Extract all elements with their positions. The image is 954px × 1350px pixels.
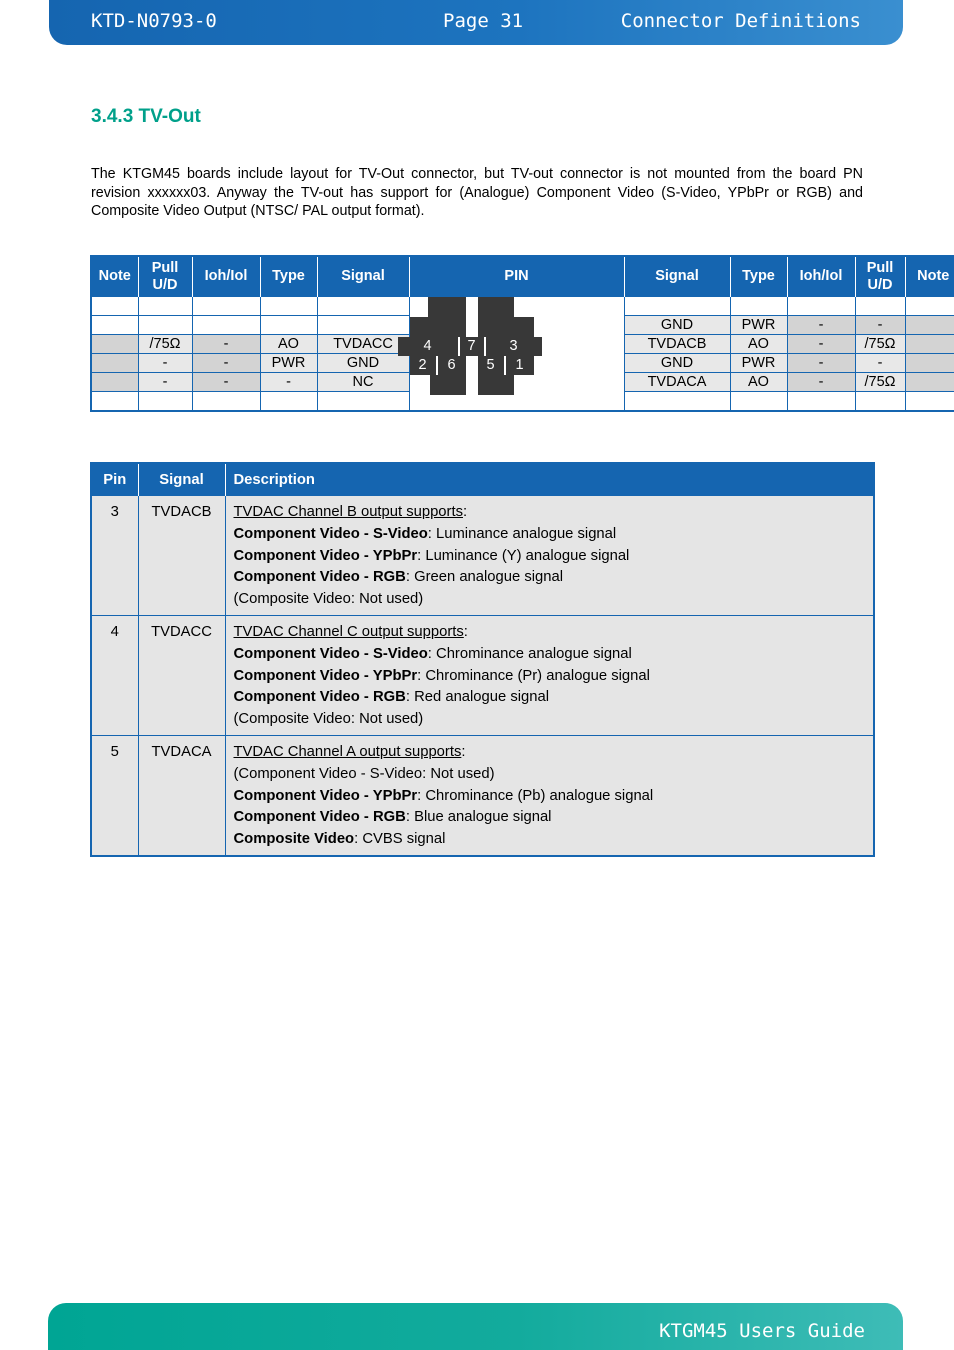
table-cell: PWR	[730, 354, 787, 373]
table-cell: -	[260, 373, 317, 392]
pin-6: 6	[438, 356, 466, 375]
desc-text: : Red analogue signal	[405, 689, 550, 706]
table-cell: -	[787, 316, 855, 335]
table-cell	[192, 392, 260, 412]
desc-text: (Component Video - S-Video: Not used)	[233, 765, 495, 782]
table-cell: GND	[624, 354, 730, 373]
guide-title: KTGM45 Users Guide	[659, 1320, 865, 1342]
pin-table-header	[91, 256, 954, 297]
page-number: Page 31	[443, 10, 524, 32]
desc-text: : Green analogue signal	[405, 569, 563, 586]
table-cell	[192, 297, 260, 316]
pin-cell: 5	[91, 735, 138, 855]
table-cell	[91, 335, 138, 354]
table-cell: -	[787, 335, 855, 354]
table-cell: -	[855, 354, 905, 373]
table-cell	[730, 392, 787, 412]
header-cell: Signal	[138, 463, 225, 496]
pin-3: 3	[486, 337, 542, 356]
pin-block	[478, 297, 514, 317]
table-cell: TVDACB	[624, 335, 730, 354]
table-cell: TVDACC	[317, 335, 409, 354]
table-row	[91, 735, 874, 855]
table-cell	[260, 316, 317, 335]
desc-title: TVDAC Channel C output supports	[233, 623, 464, 640]
table-cell	[91, 373, 138, 392]
table-cell	[787, 392, 855, 412]
description-cell: TVDAC Channel C output supports: Component Video - S-Video: Chrominance analogue signal Component Video - YPbPr: Chrominance (Pr) analogue signal Component Video - RGB: Red analogue signal (Composite Video: Not used)	[225, 615, 874, 735]
table-cell: PWR	[730, 316, 787, 335]
pin-block	[410, 317, 466, 337]
table-cell: PWR	[260, 354, 317, 373]
table-cell	[624, 297, 730, 316]
desc-title: TVDAC Channel A output supports	[233, 743, 462, 760]
table-cell: GND	[317, 354, 409, 373]
pin-1: 1	[506, 356, 534, 375]
desc-text: (Composite Video: Not used)	[233, 711, 424, 728]
desc-bold: Component Video - RGB	[233, 569, 406, 586]
signal-cell: TVDACC	[138, 615, 225, 735]
table-cell: NC	[317, 373, 409, 392]
pin-4: 4	[398, 337, 458, 356]
desc-bold: Component Video - RGB	[233, 809, 406, 826]
table-cell	[260, 392, 317, 412]
table-cell	[624, 392, 730, 412]
desc-table-header	[91, 463, 874, 496]
table-cell: -	[787, 373, 855, 392]
table-cell	[91, 354, 138, 373]
signal-cell: TVDACA	[138, 735, 225, 855]
pin-block	[478, 317, 534, 337]
table-row	[91, 297, 954, 316]
desc-text: : Chrominance (Pr) analogue signal	[417, 667, 650, 684]
table-cell: AO	[730, 373, 787, 392]
header-cell: Ioh/Iol	[787, 256, 855, 297]
page-header	[49, 0, 903, 45]
table-cell: /75Ω	[855, 335, 905, 354]
table-cell	[787, 297, 855, 316]
page-footer	[48, 1303, 903, 1350]
table-cell	[138, 392, 192, 412]
header-cell: Type	[730, 256, 787, 297]
table-cell: -	[192, 335, 260, 354]
doc-id: KTD-N0793-0	[91, 10, 217, 32]
desc-bold: Composite Video	[233, 831, 355, 848]
table-cell	[91, 297, 138, 316]
header-cell: Pull U/D	[138, 256, 192, 297]
table-cell	[905, 392, 954, 412]
description-cell: TVDAC Channel A output supports: (Component Video - S-Video: Not used) Component Video - YPbPr: Chrominance (Pb) analogue signal Component Video - RGB: Blue analogue signal Composite Video: CVBS signal	[225, 735, 874, 855]
connector-diagram	[409, 297, 624, 412]
table-cell	[730, 297, 787, 316]
table-cell	[317, 316, 409, 335]
pin-cell: 4	[91, 615, 138, 735]
table-cell: AO	[260, 335, 317, 354]
table-cell	[138, 297, 192, 316]
pin-block	[430, 375, 466, 395]
table-cell: -	[787, 354, 855, 373]
desc-bold: Component Video - RGB	[233, 689, 406, 706]
chapter-title: Connector Definitions	[620, 10, 861, 32]
table-cell	[91, 392, 138, 412]
header-cell: Signal	[624, 256, 730, 297]
header-cell: Type	[260, 256, 317, 297]
table-cell: GND	[624, 316, 730, 335]
desc-bold: Component Video - YPbPr	[233, 547, 418, 564]
table-cell	[138, 316, 192, 335]
header-cell: Note	[905, 256, 954, 297]
signal-cell: TVDACB	[138, 496, 225, 616]
header-cell: Pin	[91, 463, 138, 496]
desc-bold: Component Video - S-Video	[233, 645, 428, 662]
table-cell	[317, 297, 409, 316]
section-title: 3.4.3 TV-Out	[91, 106, 201, 127]
table-cell	[905, 373, 954, 392]
pin-5: 5	[478, 356, 504, 375]
intro-paragraph: The KTGM45 boards include layout for TV-Out connector, but TV-out connector is not mounted from the board PN revision xxxxxx03. Anyway the TV-out has support for (Analogue) Component Video (S-Video, YPbPr or RGB) and Composite Video Output (NTSC/ PAL output format).	[91, 166, 863, 219]
table-cell	[91, 316, 138, 335]
signal-description-table	[90, 462, 875, 857]
table-cell: -	[192, 354, 260, 373]
table-cell: /75Ω	[855, 373, 905, 392]
desc-text: : Luminance (Y) analogue signal	[417, 547, 630, 564]
header-cell: PIN	[409, 256, 624, 297]
desc-text: : Luminance analogue signal	[427, 525, 617, 542]
desc-text: : Chrominance (Pb) analogue signal	[417, 787, 654, 804]
pin-table	[90, 255, 954, 412]
header-cell: Signal	[317, 256, 409, 297]
desc-text: : CVBS signal	[354, 831, 446, 848]
table-cell	[905, 297, 954, 316]
desc-bold: Component Video - YPbPr	[233, 787, 418, 804]
table-cell: TVDACA	[624, 373, 730, 392]
table-cell	[855, 297, 905, 316]
desc-bold: Component Video - YPbPr	[233, 667, 418, 684]
pin-cell: 3	[91, 496, 138, 616]
table-cell: -	[192, 373, 260, 392]
header-cell: Ioh/Iol	[192, 256, 260, 297]
table-cell: /75Ω	[138, 335, 192, 354]
pin-7: 7	[460, 337, 484, 356]
table-cell	[192, 316, 260, 335]
table-cell	[855, 392, 905, 412]
desc-text: : Blue analogue signal	[405, 809, 552, 826]
header-cell: Pull U/D	[855, 256, 905, 297]
table-cell: -	[138, 354, 192, 373]
description-cell: TVDAC Channel B output supports: Component Video - S-Video: Luminance analogue signal Component Video - YPbPr: Luminance (Y) analogue signal Component Video - RGB: Green analogue signal (Composite Video: Not used)	[225, 496, 874, 616]
pin-block	[428, 297, 466, 317]
desc-text: : Chrominance analogue signal	[427, 645, 632, 662]
table-cell	[317, 392, 409, 412]
desc-title: TVDAC Channel B output supports	[233, 504, 463, 520]
table-row	[91, 615, 874, 735]
header-cell: Description	[225, 463, 874, 496]
table-cell	[905, 316, 954, 335]
table-cell: -	[855, 316, 905, 335]
pin-2: 2	[410, 356, 436, 375]
table-cell	[905, 335, 954, 354]
table-cell	[260, 297, 317, 316]
desc-text: (Composite Video: Not used)	[233, 591, 424, 608]
header-cell: Note	[91, 256, 138, 297]
table-cell: AO	[730, 335, 787, 354]
pin-block	[478, 375, 514, 395]
table-cell: -	[138, 373, 192, 392]
desc-bold: Component Video - S-Video	[233, 525, 428, 542]
table-cell	[905, 354, 954, 373]
table-row	[91, 496, 874, 616]
